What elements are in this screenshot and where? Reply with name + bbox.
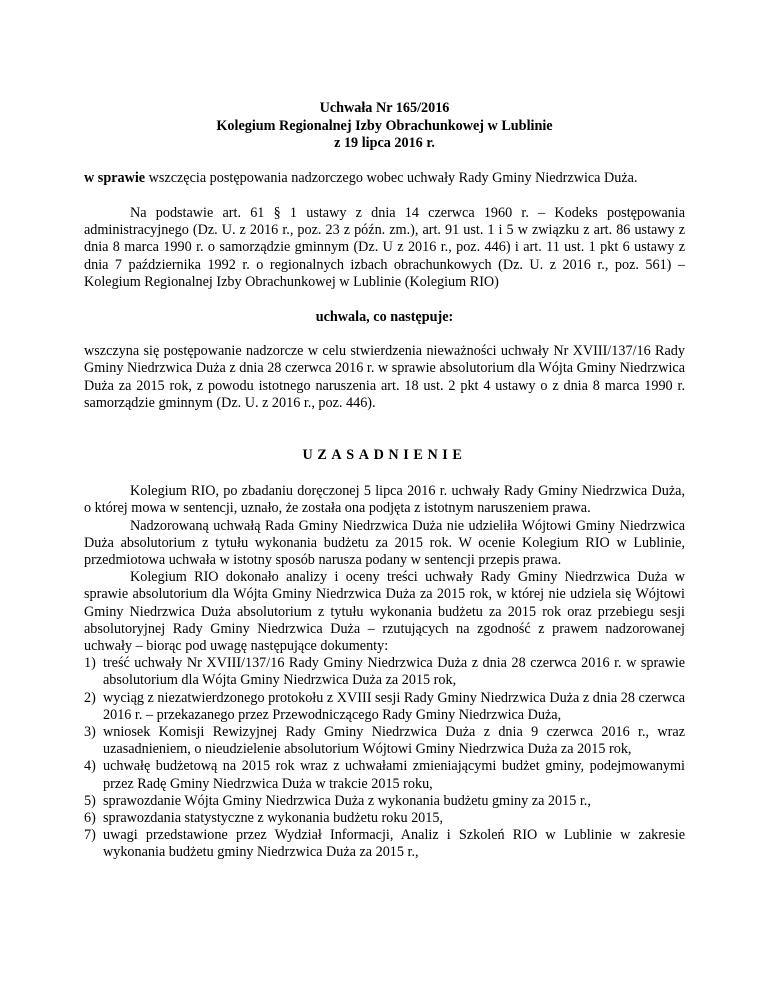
list-item-text: wniosek Komisji Rewizyjnej Rady Gminy Niedrzwica Duża z dnia 9 czerwca 2016 r., wraz uzasadnieniem, o nieudzielenie absolutorium Wójtowi Gminy Niedrzwica Duża za 2015 rok, <box>103 724 685 758</box>
list-item <box>84 690 685 724</box>
list-item-number: 3) <box>84 724 96 741</box>
list-item-number: 1) <box>84 655 96 672</box>
resolution-date: z 19 lipca 2016 r. <box>334 135 435 152</box>
list-item <box>84 827 685 861</box>
subject-text: wszczęcia postępowania nadzorczego wobec uchwały Rady Gminy Niedrzwica Duża. <box>145 169 638 186</box>
resolution-number: Uchwała Nr 165/2016 <box>319 100 450 116</box>
list-item-number: 7) <box>84 827 96 844</box>
list-item-text: uchwałę budżetową na 2015 rok wraz z uchwałami zmieniającymi budżet gminy, podejmowanymi przez Radę Gminy Niedrzwica Duża w trakcie 2015 roku, <box>103 758 685 792</box>
legal-basis-paragraph: Na podstawie art. 61 § 1 ustawy z dnia 14 czerwca 1960 r. – Kodeks postępowania administracyjnego (Dz. U. z 2016 r., poz. 23 z późn. zm.), art. 91 ust. 1 i 5 w związku z art. 86 ustawy z dnia 8 marca 1990 r. o samorządzie gminnym (Dz. U z 2016 r., poz. 446) i art. 11 ust. 1 pkt 6 ustawy z dnia 7 października 1992 r. o regionalnych izbach obrachunkowych (Dz. U. z 2016 r., poz. 561) – Kolegium Regionalnej Izby Obrachunkowej w Lublinie (Kolegium RIO) <box>84 204 685 290</box>
list-item-text: sprawozdanie Wójta Gminy Niedrzwica Duża z wykonania budżetu gminy za 2015 r., <box>103 792 591 809</box>
justification-paragraph-1: Kolegium RIO, po zbadaniu doręczonej 5 lipca 2016 r. uchwały Rady Gminy Niedrzwica Duża, o której mowa w sentencji, uznało, że została ona podjęta z istotnym naruszeniem prawa. <box>84 483 685 517</box>
list-item-text: sprawozdania statystyczne z wykonania budżetu roku 2015, <box>103 810 444 827</box>
issuing-body: Kolegium Regionalnej Izby Obrachunkowej w Lublinie <box>216 117 553 134</box>
documents-list <box>84 655 685 861</box>
list-item <box>84 724 685 758</box>
list-item <box>84 655 685 689</box>
list-item <box>84 810 685 827</box>
list-item-number: 6) <box>84 810 96 827</box>
list-item <box>84 758 685 792</box>
justification-heading: UZASADNIENIE <box>302 447 467 464</box>
list-item-number: 2) <box>84 689 96 706</box>
resolution-heading: uchwala, co następuje: <box>315 309 454 325</box>
resolution-text: wszczyna się postępowanie nadzorcze w celu stwierdzenia nieważności uchwały Nr XVIII/137/16 Rady Gminy Niedrzwica Duża z dnia 28 czerwca 2016 r. w sprawie absolutorium dla Wójta Gminy Niedrzwica Duża za 2015 rok, z powodu istotnego naruszenia art. 18 ust. 2 pkt 4 ustawy o z dnia 8 marca 1990 r. samorządzie gminnym (Dz. U. z 2016 r., poz. 446). <box>84 343 685 411</box>
list-item-number: 4) <box>84 758 96 775</box>
document-header <box>84 100 685 153</box>
list-item-text: wyciąg z niezatwierdzonego protokołu z XVIII sesji Rady Gminy Niedrzwica Duża z dnia 28 czerwca 2016 r. – przekazanego przez Przewodniczącego Rady Gminy Niedrzwica Duża, <box>103 689 685 723</box>
list-item-number: 5) <box>84 792 96 809</box>
subject-lead: w sprawie <box>84 169 146 186</box>
list-item-text: treść uchwały Nr XVIII/137/16 Rady Gminy Niedrzwica Duża z dnia 28 czerwca 2016 r. w sprawie absolutorium dla Wójta Gminy Niedrzwica Duża za 2015 rok, <box>103 655 685 689</box>
subject-paragraph <box>84 170 685 187</box>
justification-paragraph-2: Nadzorowaną uchwałą Rada Gminy Niedrzwica Duża nie udzieliła Wójtowi Gminy Niedrzwica Duża absolutorium z tytułu wykonania budżetu za 2015 rok. W ocenie Kolegium RIO w Lublinie, przedmiotowa uchwała w istotny sposób narusza podany w sentencji przepis prawa. <box>84 517 685 569</box>
list-item-text: uwagi przedstawione przez Wydział Informacji, Analiz i Szkoleń RIO w Lublinie w zakresie wykonania budżetu gminy Niedrzwica Duża za 2015 r., <box>103 827 685 861</box>
document-page <box>84 100 685 862</box>
justification-paragraph-3: Kolegium RIO dokonało analizy i oceny treści uchwały Rady Gminy Niedrzwica Duża w sprawie absolutorium dla Wójta Gminy Niedrzwica Duża za 2015 rok, w której nie udziela się Wójtowi Gminy Niedrzwica Duża absolutorium z tytułu wykonania budżetu za 2015 rok oraz przebiegu sesji absolutoryjnej Rady Gminy Niedrzwica Duża – rzutujących na zgodność z prawem nadzorowanej uchwały – biorąc pod uwagę następujące dokumenty: <box>84 569 685 655</box>
list-item <box>84 793 685 810</box>
